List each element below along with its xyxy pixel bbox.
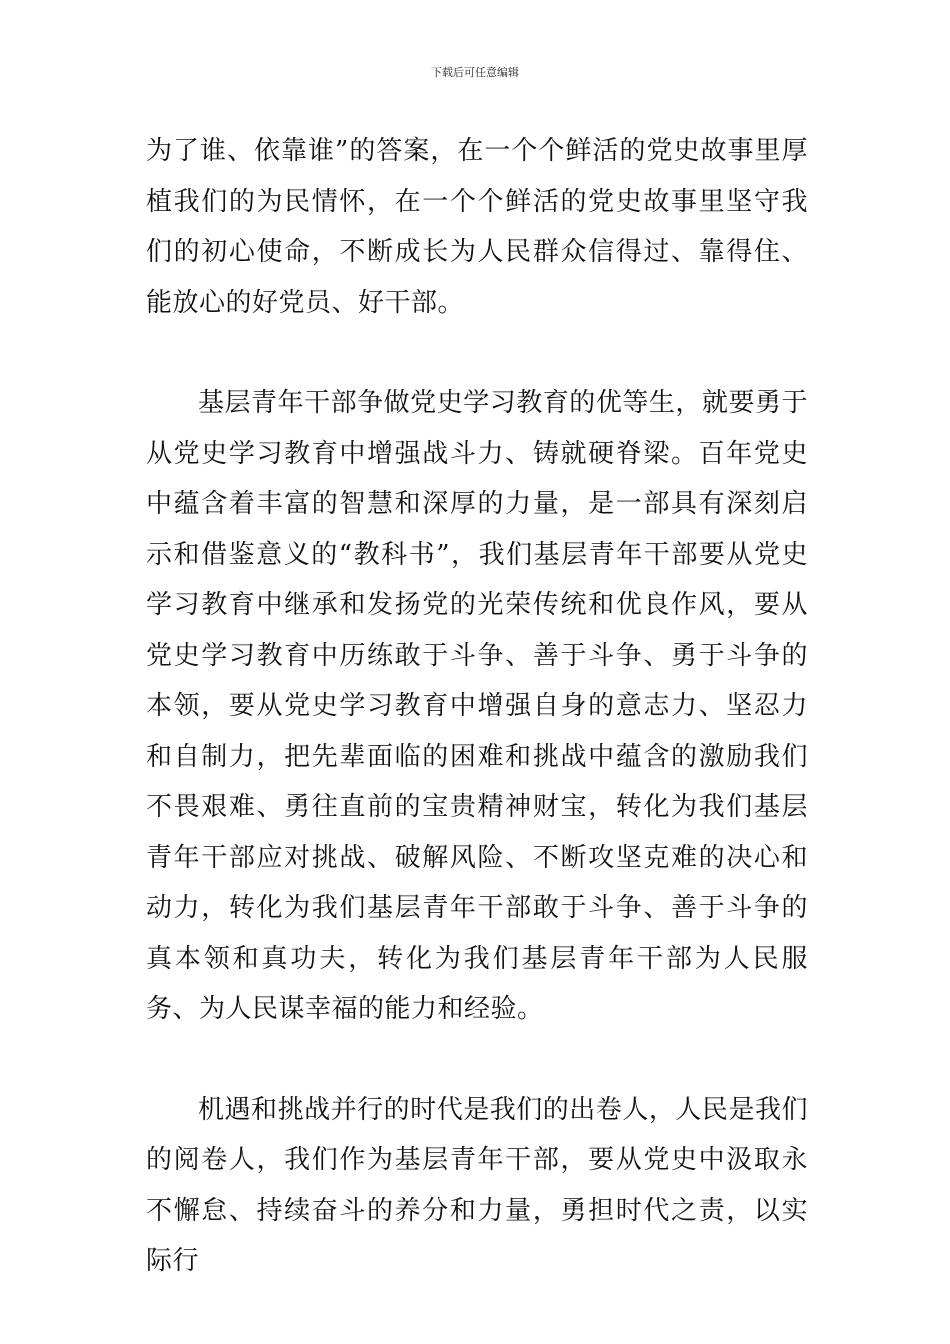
- paragraph-combat-strength: 基层青年干部争做党史学习教育的优等生，就要勇于从党史学习教育中增强战斗力、铸就硬脊梁。百年党史中蕴含着丰富的智慧和深厚的力量，是一部具有深刻启示和借鉴意义的“教科书”，我们基层青年干部要从党史学习教育中继承和发扬党的光荣传统和优良作风，要从党史学习教育中历练敢于斗争、善于斗争、勇于斗争的本领，要从党史学习教育中增强自身的意志力、坚忍力和自制力，把先辈面临的困难和挑战中蕴含的激励我们不畏艰难、勇往直前的宝贵精神财宝，转化为我们基层青年干部应对挑战、破解风险、不断攻坚克难的决心和动力，转化为我们基层青年干部敢于斗争、善于斗争的真本领和真功夫，转化为我们基层青年干部为人民服务、为人民谋幸福的能力和经验。: [146, 388, 808, 1024]
- document-body: [146, 126, 808, 1287]
- header-note: 下载后可任意编辑: [431, 66, 519, 79]
- paragraph-era-exam: 机遇和挑战并行的时代是我们的出卷人，人民是我们的阅卷人，我们作为基层青年干部，要从党史中汲取永不懈怠、持续奋斗的养分和力量，勇担时代之责，以实际行: [146, 1094, 808, 1276]
- paragraph-continuation: 为了谁、依靠谁”的答案，在一个个鲜活的党史故事里厚植我们的为民情怀，在一个个鲜活的党史故事里坚守我们的初心使命，不断成长为人民群众信得过、靠得住、能放心的好党员、好干部。: [146, 136, 808, 318]
